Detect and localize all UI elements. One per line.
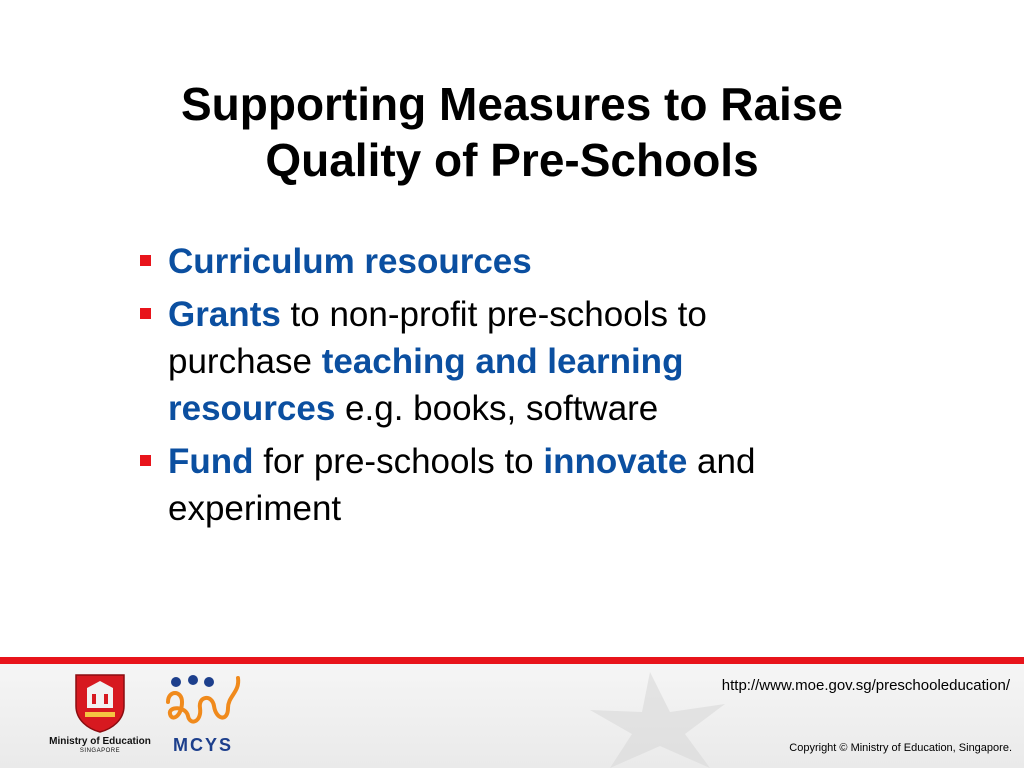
footer-red-rule xyxy=(0,657,1024,664)
bullet-list xyxy=(138,238,858,538)
mcys-figures-icon xyxy=(162,672,244,734)
bullet-text: and experiment xyxy=(168,442,756,528)
mcys-logo xyxy=(162,672,244,762)
slide-title xyxy=(0,76,1024,188)
footer-copyright: Copyright © Ministry of Education, Singapore. xyxy=(789,742,1012,754)
bullet-text: teaching and learning resources xyxy=(168,342,684,428)
bullet-text: innovate xyxy=(543,442,688,481)
bullet-text: Fund xyxy=(168,442,254,481)
slide-title-line-1: Supporting Measures to Raise xyxy=(180,78,843,130)
bullet-item-fund xyxy=(138,438,858,532)
bullet-text: Grants xyxy=(168,295,281,334)
footer-url: http://www.moe.gov.sg/preschooleducation/ xyxy=(721,677,1010,694)
bullet-text: for pre-schools to xyxy=(253,442,544,481)
mcys-logo-text: MCYS xyxy=(172,735,233,755)
bullet-text: Curriculum resources xyxy=(168,242,532,281)
bullet-square-icon xyxy=(140,255,151,266)
moe-crest-icon xyxy=(73,672,127,734)
bullet-text: to non-profit pre-schools to purchase xyxy=(168,295,707,381)
bullet-item-grants xyxy=(138,291,858,432)
bullet-square-icon xyxy=(140,308,151,319)
bullet-text: e.g. books, software xyxy=(335,389,659,428)
moe-logo-name: Ministry of Education xyxy=(49,736,151,747)
slide-title-line-2: Quality of Pre-Schools xyxy=(265,134,759,186)
bullet-square-icon xyxy=(140,455,151,466)
moe-logo xyxy=(48,672,152,762)
moe-logo-subtitle: SINGAPORE xyxy=(79,748,121,754)
bullet-item-curriculum xyxy=(138,238,858,285)
